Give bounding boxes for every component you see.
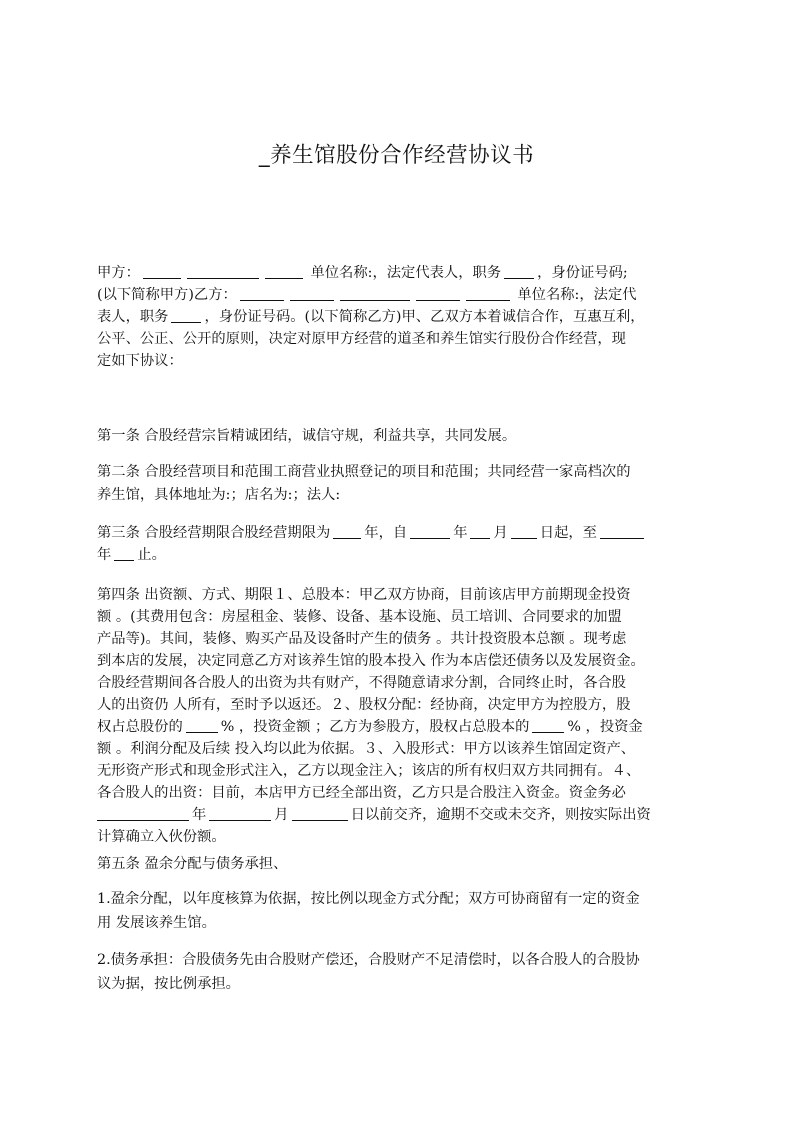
article-4-line-6: 人的出资仍 人所有，至时予以返还。２、股权分配：经协商，决定甲方为控股方，股 bbox=[97, 697, 631, 713]
article-text: 年，自 bbox=[364, 525, 408, 541]
intro-line-4: 公平、公正、公开的原则，决定对原甲方经营的道圣和养生馆实行股份合作经营，现 bbox=[97, 331, 626, 347]
article-5-p1-line-2: 用 发展该养生馆。 bbox=[97, 915, 216, 931]
blank-field bbox=[504, 263, 534, 279]
article-text: 年 bbox=[453, 525, 468, 541]
article-4-line-3: 产品等)。其间，装修、购买产品及设备时产生的债务 。共计投资股本总额 。现考虑 bbox=[97, 631, 627, 647]
article-2-line-1: 第二条 合股经营项目和范围工商营业执照登记的项目和范围；共同经营一家高档次的 bbox=[97, 464, 631, 480]
article-5-p2-line-1: 2.债务承担：合股债务先由合股财产偿还，合股财产不足清偿时，以各合股人的合股协 bbox=[97, 952, 640, 968]
article-4-line-5: 合股经营期间各合股人的出资为共有财产，不得随意请求分割，合同终止时，各合股 bbox=[97, 675, 626, 691]
blank-field bbox=[470, 523, 490, 539]
blank-field bbox=[265, 263, 303, 279]
blank-field bbox=[416, 285, 460, 301]
blank-field bbox=[466, 285, 510, 301]
article-text: % ，投资金额 ；乙方为参股方，股权占总股本的 bbox=[220, 719, 530, 735]
article-5-p2-line-2: 议为据，按比例承担。 bbox=[97, 976, 240, 992]
blank-field bbox=[187, 263, 259, 279]
article-text: 止。 bbox=[137, 547, 166, 563]
intro-line-1 bbox=[97, 262, 628, 284]
article-text: 日起，至 bbox=[539, 525, 597, 541]
blank-field bbox=[410, 523, 450, 539]
article-text: 月 bbox=[274, 807, 289, 823]
party-a-label: 甲方： bbox=[97, 265, 140, 281]
article-4-line-12: 计算确立入伙份额。 bbox=[97, 829, 226, 845]
blank-field bbox=[600, 523, 644, 539]
intro-text: 单位名称:，法定代表人，职务 bbox=[310, 265, 502, 281]
article-1: 第一条 合股经营宗旨精诚团结，诚信守规，利益共享，共同发展。 bbox=[97, 428, 517, 444]
blank-field bbox=[290, 285, 334, 301]
party-b-label: (以下简称甲方)乙方： bbox=[97, 287, 237, 303]
article-5-p1-line-1: 1.盈余分配，以年度核算为依据，按比例以现金方式分配；双方可协商留有一定的资金 bbox=[97, 891, 640, 907]
article-3-line-1 bbox=[97, 522, 647, 544]
article-text: 权占总股份的 bbox=[97, 719, 183, 735]
blank-field bbox=[114, 545, 134, 561]
intro-text: ，身份证号码。(以下简称乙方)甲、乙双方本着诚信合作，互惠互利， bbox=[204, 309, 645, 325]
blank-field bbox=[333, 523, 361, 539]
article-4-line-7 bbox=[97, 716, 643, 738]
intro-line-2 bbox=[97, 284, 637, 306]
article-4-line-1: 第四条 出资额、方式、期限１、总股本：甲乙双方协商，目前该店甲方前期现金投资 bbox=[97, 587, 631, 603]
article-4-line-2: 额 。(其费用包含：房屋租金、装修、设备、基本设施、员工培训、合同要求的加盟 bbox=[97, 609, 622, 625]
article-text: 年 bbox=[192, 807, 207, 823]
intro-text: ，身份证号码; bbox=[537, 265, 628, 281]
blank-field bbox=[97, 805, 189, 821]
article-4-line-9: 无形资产形式和现金形式注入，乙方以现金注入；该店的所有权归双方共同拥有。４、 bbox=[97, 763, 641, 779]
blank-field bbox=[143, 263, 181, 279]
blank-field bbox=[209, 805, 271, 821]
blank-field bbox=[240, 285, 284, 301]
blank-field bbox=[340, 285, 410, 301]
article-text: 第三条 合股经营期限合股经营期限为 bbox=[97, 525, 331, 541]
article-5-heading: 第五条 盈余分配与债务承担、 bbox=[97, 856, 288, 872]
article-2-line-2: 养生馆，具体地址为:；店名为:；法人: bbox=[97, 487, 341, 503]
article-4-line-11 bbox=[97, 804, 651, 826]
intro-line-3 bbox=[97, 306, 645, 328]
intro-line-5: 定如下协议： bbox=[97, 353, 183, 369]
article-text: % ，投资金 bbox=[567, 719, 643, 735]
article-3-line-2 bbox=[97, 544, 166, 566]
intro-text: 单位名称:，法定代 bbox=[517, 287, 637, 303]
blank-field bbox=[532, 717, 564, 733]
intro-text: 表人，职务 bbox=[97, 309, 169, 325]
blank-field bbox=[171, 307, 201, 323]
document-title: _养生馆股份合作经营协议书 bbox=[258, 143, 535, 168]
article-text: 月 bbox=[493, 525, 508, 541]
blank-field bbox=[292, 805, 348, 821]
article-4-line-8: 额 。利润分配及后续 投入均以此为依据。３、入股形式：甲方以该养生馆固定资产、 bbox=[97, 741, 636, 757]
article-text: 年 bbox=[97, 547, 112, 563]
blank-field bbox=[511, 523, 537, 539]
article-text: 日以前交齐，逾期不交或未交齐，则按实际出资 bbox=[350, 807, 651, 823]
article-4-line-10: 各合股人的出资：目前，本店甲方已经全部出资，乙方只是合股注入资金。资金务必 bbox=[97, 785, 626, 801]
blank-field bbox=[186, 717, 218, 733]
article-4-line-4: 到本店的发展，决定同意乙方对该养生馆的股本投入 作为本店偿还债务以及发展资金。 bbox=[97, 653, 645, 669]
